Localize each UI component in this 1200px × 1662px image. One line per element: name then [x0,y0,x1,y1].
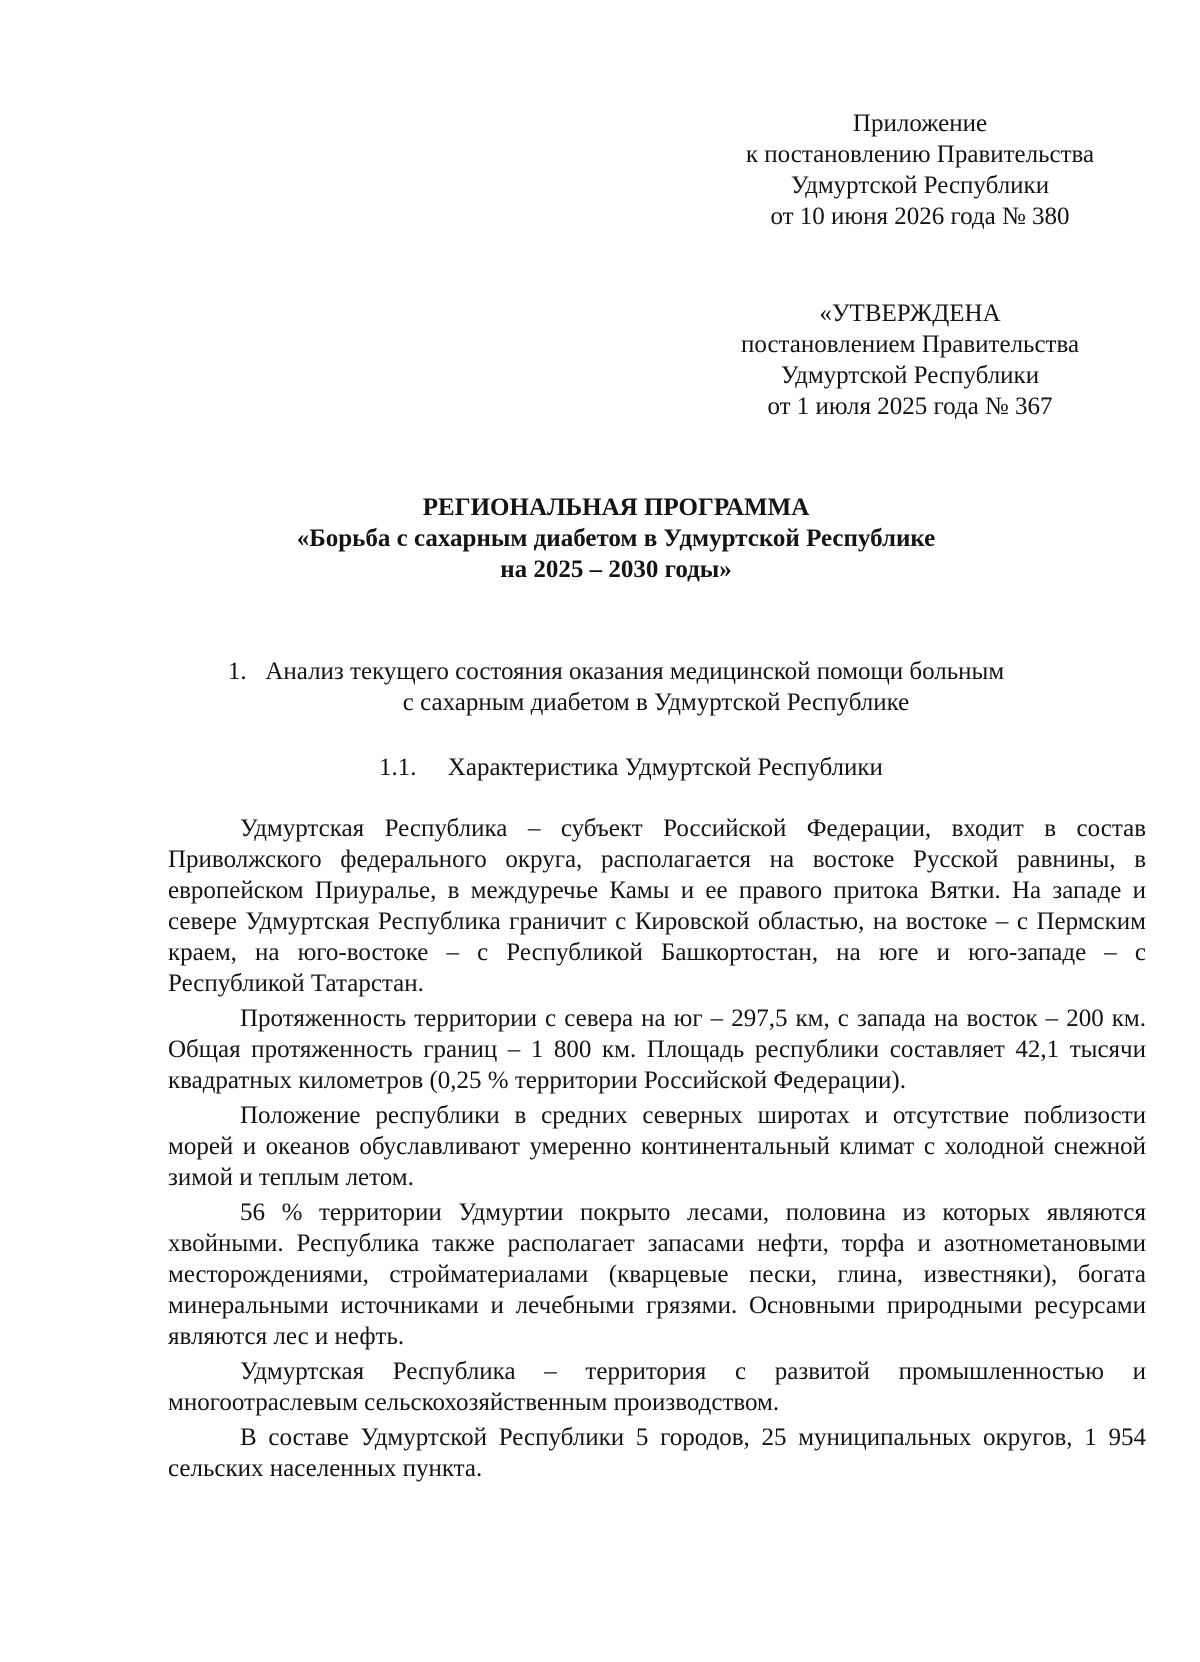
paragraph: Удмуртская Республика – субъект Российской Федерации, входит в состав Приволжского федерального округа, располагается на востоке Русской равнины, в европейском Приуралье, в междуречье Камы и ее правого притока Вятки. На западе и севере Удмуртская Республика граничит с Кировской областью, на востоке – с Пермским краем, на юго-востоке – с Республикой Башкортостан, на юге и юго-западе – с Республикой Татарстан. [168,815,1146,997]
paragraph: Удмуртская Республика – территория с развитой промышленностью и многоотраслевым сельскохозяйственным производством. [168,1358,1146,1416]
paragraph: Протяженность территории с севера на юг – 297,5 км, с запада на восток – 200 км. Общая протяженность границ – 1 800 км. Площадь республики составляет 42,1 тысячи квадратных километров (0,25 % территории Российской Федерации). [168,1005,1146,1094]
program-title [0,492,1200,585]
title-line: РЕГИОНАЛЬНАЯ ПРОГРАММА [422,494,810,521]
title-line: на 2025 – 2030 годы» [500,556,732,583]
paragraph: 56 % территории Удмуртии покрыто лесами, половина из которых являются хвойными. Республика также располагает запасами нефти, торфа и азотнометановыми месторождениями, стройматериалами (кварцевые пески, глина, известняки), богата минеральными источниками и лечебными грязями. Основными природными ресурсами являются лес и нефть. [168,1199,1146,1350]
approval-line: постановлением Правительства [740,331,1080,358]
appendix-line: Удмуртской Республики [790,172,1050,199]
appendix-line: от 10 июня 2026 года № 380 [770,203,1070,230]
subsection-heading: 1.1. Характеристика Удмуртской Республики [379,754,883,781]
paragraph: В составе Удмуртской Республики 5 городов, 25 муниципальных округов, 1 954 сельских населенных пункта. [168,1424,1146,1482]
title-line: «Борьба с сахарным диабетом в Удмуртской Республике [296,525,936,552]
section-heading [0,656,1200,718]
section-heading-line: 1. Анализ текущего состояния оказания медицинской помощи больным [227,658,1005,685]
approval-line: от 1 июля 2025 года № 367 [767,393,1053,420]
approval-stamp-block [590,298,1200,422]
approval-line: «УТВЕРЖДЕНА [819,300,1001,327]
paragraph: Положение республики в средних северных широтах и отсутствие поблизости морей и океанов обуславливают умеренно континентальный климат с холодной снежной зимой и теплым летом. [168,1102,1146,1191]
appendix-line: Приложение [852,110,988,137]
body-text [168,813,1146,1488]
appendix-line: к постановлению Правительства [745,141,1095,168]
appendix-header [600,108,1200,232]
section-heading-line: с сахарным диабетом в Удмуртской Республике [402,689,910,716]
approval-line: Удмуртской Республики [780,362,1040,389]
